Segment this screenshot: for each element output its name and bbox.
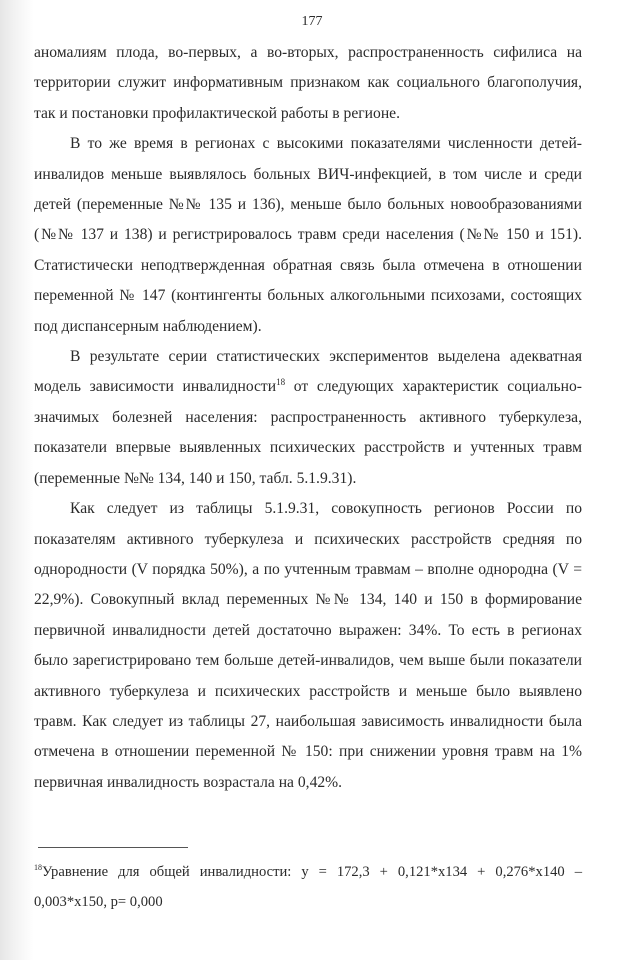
paragraph-1: аномалиям плода, во-первых, а во-вторых, распространенность сифилиса на территории служит информативным признаком как социального благополучия, так и постановки профилактической работы в регионе. (34, 44, 582, 122)
footnote-separator (38, 847, 188, 848)
footnote-reference[interactable]: 18 (276, 377, 286, 388)
document-body (34, 38, 582, 798)
footnote-marker: 18 (34, 863, 42, 873)
paragraph-2: В то же время в регионах с высокими показателями численности детей-инвалидов меньше выявлялось больных ВИЧ-инфекцией, в том числе и среди детей (переменные №№ 135 и 136), меньше было больных новообразованиями (№№ 137 и 138) и регистрировалось травм среди населения (№№ 150 и 151). Статистически неподтвержденная обратная связь была отмечена в отношении переменной № 147 (контингенты больных алкогольными психозами, состоящих под диспансерным наблюдением). (34, 135, 582, 335)
paragraph-4: Как следует из таблицы 5.1.9.31, совокупность регионов России по показателям активного туберкулеза и психических расстройств средняя по однородности (V порядка 50%), а по учтенным травмам – вполне однородна (V = 22,9%). Совокупный вклад переменных №№ 134, 140 и 150 в формирование первичной инвалидности детей достаточно выражен: 34%. То есть в регионах было зарегистрировано тем больше детей-инвалидов, чем выше были показатели активного туберкулеза и психических расстройств и меньше было выявлено травм. Как следует из таблицы 27, наибольшая зависимость инвалидности была отмечена в отношении переменной № 150: при снижении уровня травм на 1% первичная инвалидность возрастала на 0,42%. (34, 500, 582, 791)
paragraph-3 (34, 342, 582, 494)
paragraph-3-text-start: В результате серии статистических экспериментов выделена адекватная модель зависимости инвалидности (34, 348, 582, 396)
paragraph-3-text-end: от следующих характеристик социально-значимых болезней населения: распространенность активного туберкулеза, показатели впервые выявленных психических расстройств и учтенных травм (переменные №№ 134, 140 и 150, табл. 5.1.9.31). (34, 378, 582, 487)
footnote-text: Уравнение для общей инвалидности: y = 172,3 + 0,121*x134 + 0,276*x140 – 0,003*x150, p= 0,000 (34, 864, 582, 910)
scan-edge-shadow (0, 0, 34, 960)
page-number: 177 (301, 14, 323, 29)
footnote (34, 857, 582, 917)
